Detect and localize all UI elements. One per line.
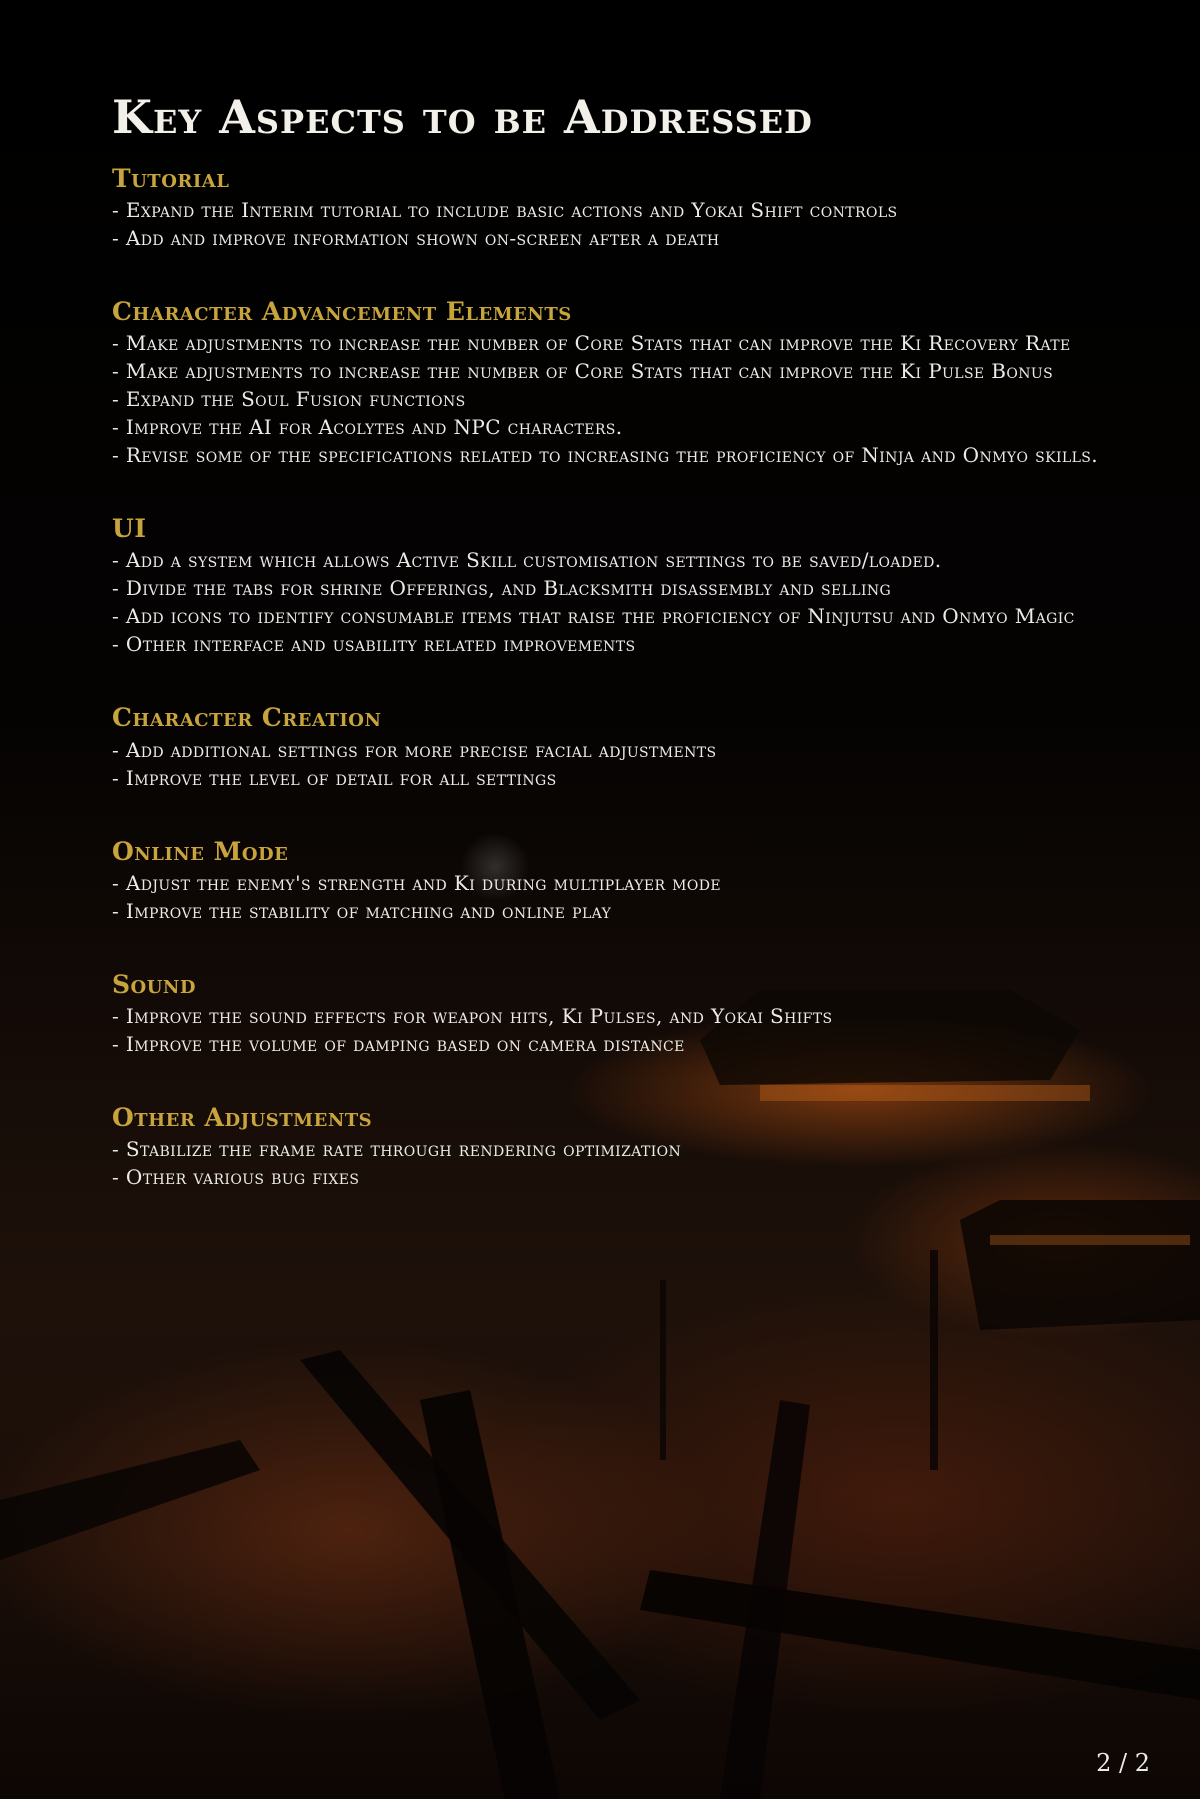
list-item: - Improve the sound effects for weapon hits, Ki Pulses, and Yokai Shifts (112, 1004, 833, 1029)
section-heading: UI (112, 514, 147, 544)
list-item: - Add additional settings for more precise facial adjustments (112, 737, 717, 762)
list-item: - Adjust the enemy's strength and Ki during multiplayer mode (112, 870, 722, 895)
list-item: - Revise some of the specifications related to increasing the proficiency of Ninja and Onmyo skills. (112, 443, 1099, 468)
list-item: - Add a system which allows Active Skill customisation settings to be saved/loaded. (112, 548, 942, 573)
section-character-creation (112, 702, 1122, 791)
section-tutorial (112, 163, 1122, 252)
section-other-adjustments (112, 1102, 1122, 1191)
section-heading: Character Advancement Elements (112, 296, 572, 326)
section-heading: Online Mode (112, 836, 289, 866)
section-online-mode (112, 836, 1122, 925)
page-number: 2 / 2 (1096, 1749, 1150, 1777)
item-list (112, 869, 1122, 925)
section-character-advancement (112, 296, 1122, 469)
section-heading: Character Creation (112, 703, 382, 733)
list-item: - Expand the Interim tutorial to include basic actions and Yokai Shift controls (112, 197, 898, 222)
item-list (112, 196, 1122, 252)
list-item: - Make adjustments to increase the number of Core Stats that can improve the Ki Pulse Bonus (112, 359, 1054, 384)
list-item: - Divide the tabs for shrine Offerings, and Blacksmith disassembly and selling (112, 576, 892, 601)
section-sound (112, 969, 1122, 1058)
list-item: - Stabilize the frame rate through rendering optimization (112, 1137, 682, 1162)
section-heading: Other Adjustments (112, 1103, 373, 1133)
list-item: - Improve the level of detail for all settings (112, 765, 557, 790)
section-ui (112, 513, 1122, 658)
section-heading: Sound (112, 969, 196, 999)
list-item: - Improve the volume of damping based on camera distance (112, 1032, 685, 1057)
item-list (112, 1135, 1122, 1191)
list-item: - Improve the stability of matching and online play (112, 898, 612, 923)
item-list (112, 329, 1122, 469)
content-area (112, 92, 1122, 1235)
list-item: - Add icons to identify consumable items that raise the proficiency of Ninjutsu and Onmyo Magic (112, 604, 1075, 629)
section-heading: Tutorial (112, 163, 230, 193)
list-item: - Make adjustments to increase the number of Core Stats that can improve the Ki Recovery Rate (112, 331, 1071, 356)
list-item: - Other various bug fixes (112, 1165, 360, 1190)
item-list (112, 1002, 1122, 1058)
page-title: Key Aspects to be Addressed (112, 90, 813, 144)
list-item: - Improve the AI for Acolytes and NPC characters. (112, 415, 623, 440)
list-item: - Expand the Soul Fusion functions (112, 387, 466, 412)
list-item: - Other interface and usability related improvements (112, 632, 636, 657)
item-list (112, 546, 1122, 658)
list-item: - Add and improve information shown on-screen after a death (112, 225, 720, 250)
item-list (112, 736, 1122, 792)
